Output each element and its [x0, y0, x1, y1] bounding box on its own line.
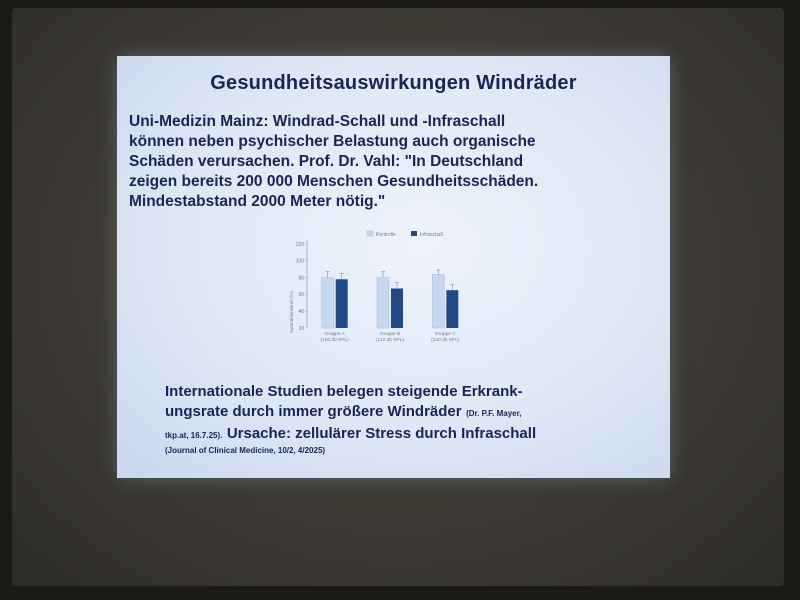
y-axis-label: Kontraktionskraft (%)	[289, 290, 294, 333]
legend-swatch-kontrolle	[367, 231, 373, 236]
citation-mayer-b: tkp.at, 16.7.25).	[165, 431, 223, 440]
footer-line-2: ungsrate durch immer größere Windräder	[165, 403, 462, 420]
projection-screen	[12, 8, 784, 586]
bar-kontrolle-1	[322, 278, 334, 328]
bar-infraschall-1	[336, 279, 348, 328]
citation-journal: (Journal of Clinical Medicine, 10/2, 4/2025)	[165, 446, 326, 455]
bar-infraschall-2	[391, 289, 403, 328]
slide-footer	[165, 382, 645, 456]
bar-chart	[277, 228, 477, 353]
legend-label-infraschall: Infraschall	[420, 232, 443, 238]
y-tick-label: 100	[295, 258, 304, 265]
y-tick-label: 20	[298, 325, 304, 332]
y-tick-label: 40	[298, 309, 304, 315]
citation-mayer-a: (Dr. P.F. Mayer,	[466, 409, 522, 418]
x-tick-label: (110 db SPL)	[376, 338, 404, 343]
x-tick-label: (100 db SPL)	[320, 338, 349, 343]
chart-legend	[367, 231, 443, 238]
bar-kontrolle-2	[377, 278, 389, 328]
x-tick-label: Gruppe A	[324, 332, 345, 337]
y-tick-label: 80	[298, 275, 304, 282]
legend-label-kontrolle: Kontrolle	[376, 232, 396, 238]
footer-line-1: Internationale Studien belegen steigende Erkrank-	[165, 383, 523, 400]
bar-kontrolle-3	[432, 274, 444, 328]
footer-line-3: Ursache: zellulärer Stress durch Infraschall	[226, 425, 537, 442]
slide-intro-text: Uni-Medizin Mainz: Windrad-Schall und -Infraschall können neben psychischer Belastung auch organische Schäden verursachen. Prof. Dr. Vahl: "In Deutschland zeigen bereits 200 000 Menschen Gesundheitsschäden. Mindestabstand 2000 Meter nötig."	[129, 113, 539, 210]
bar-infraschall-3	[446, 290, 458, 328]
slide-title: Gesundheitsauswirkungen Windräder	[210, 72, 577, 94]
y-tick-label: 120	[295, 241, 304, 248]
y-tick-label: 60	[298, 292, 304, 299]
presentation-slide	[117, 56, 670, 478]
x-tick-label: Gruppe B	[379, 332, 401, 337]
legend-swatch-infraschall	[411, 231, 417, 236]
x-tick-label: (120 db SPL)	[431, 338, 460, 343]
x-tick-label: Gruppe C	[434, 332, 456, 337]
